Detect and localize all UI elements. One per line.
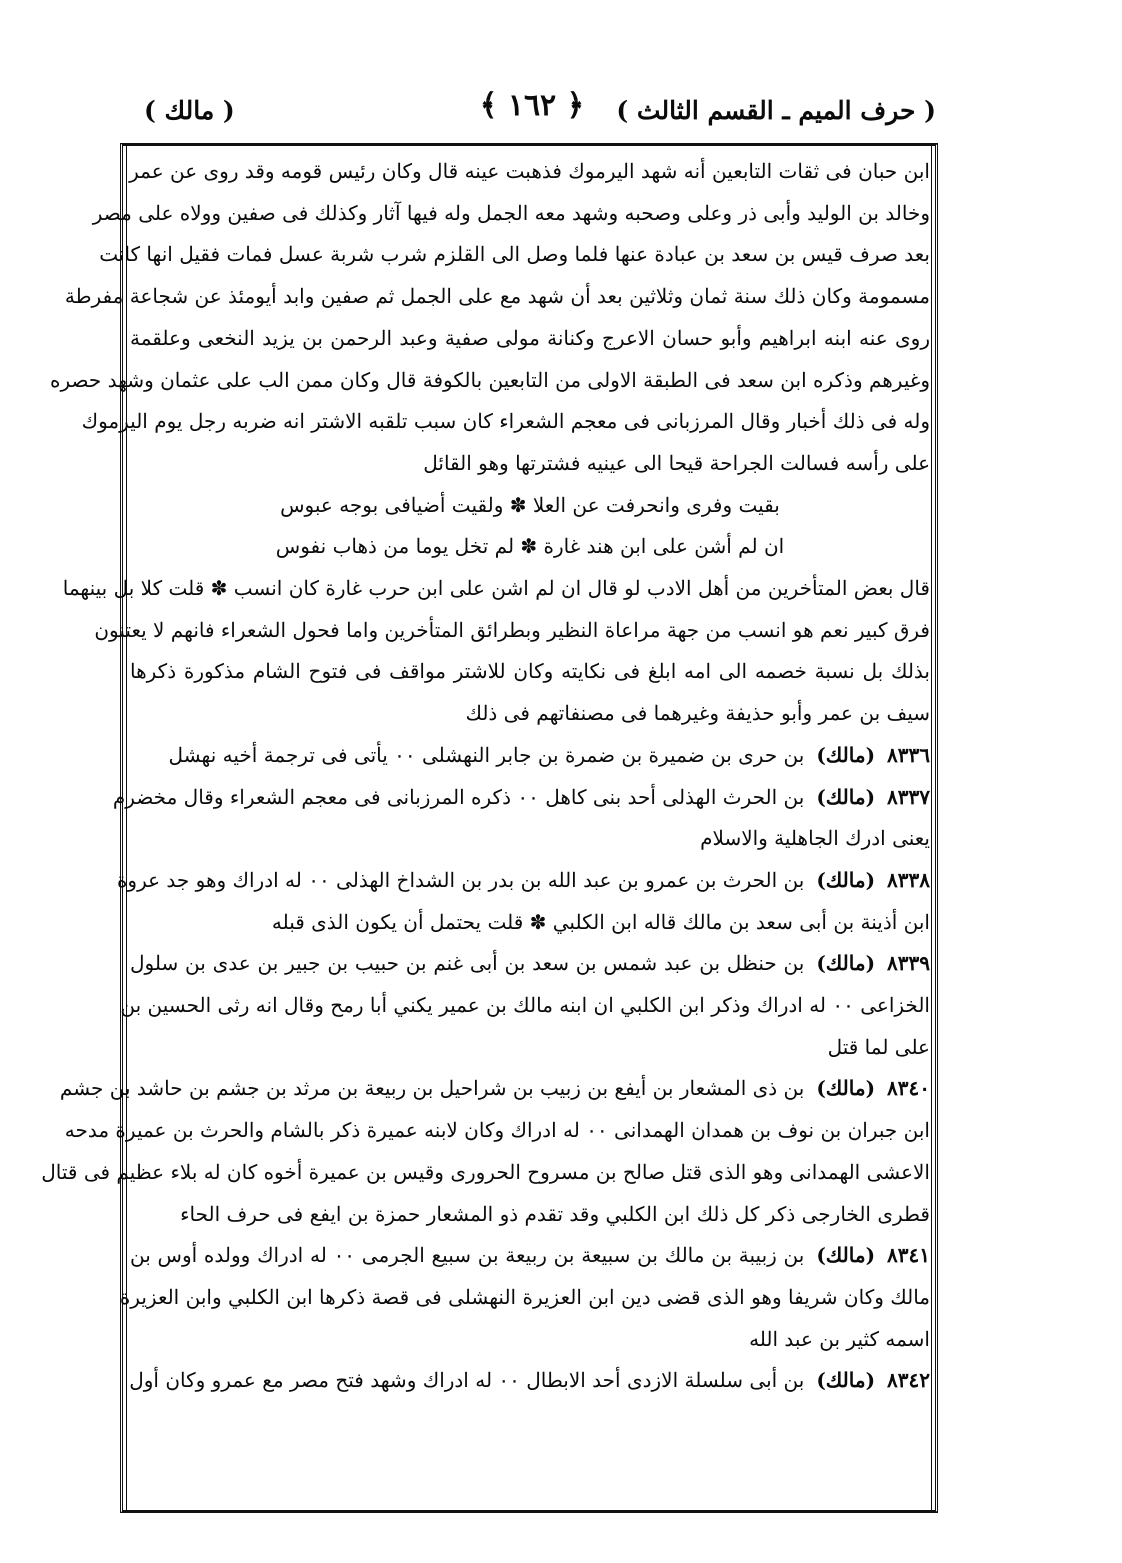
entry-line [130,944,930,982]
text-line [64,1111,930,1149]
entry-name: (مالك) [816,1243,876,1268]
line-text: بن ذى المشعار بن أيفع بن زبيب بن شراحيل بن ربيعة بن مرثد بن جشم بن حاشد بن جشم [59,1076,805,1101]
line-text: بعد صرف قيس بن سعد بن عبادة عنها فلما وصل الى القلزم شرب شربة عسل فمات فقيل انها كانت [99,242,930,267]
entry-name: (مالك) [816,742,876,767]
line-text: مالك وكان شريفا وهو الذى قضى دين ابن العزيرة النهشلى فى قصة ذكرها ابن الكلبي وابن العزيرة [119,1284,930,1309]
text-line [130,1320,930,1358]
line-text: ابن حبان فى ثقات التابعين أنه شهد اليرموك فذهبت عينه قال وكان رئيس قومه وقد روى عن عمر [129,159,930,183]
text-line [64,277,930,315]
text-line [50,361,930,399]
line-text: بن حنظل بن عبد شمس بن سعد بن أبى غنم بن حبيب بن جبير بن عدى بن سلول [130,951,805,976]
entry-name: (مالك) [816,1076,876,1101]
page-number: ﴿ ١٦٢ ﴾ [479,88,585,123]
entry-number: ٨٣٣٩ [887,951,930,976]
page-header [128,88,936,138]
entry-number: ٨٣٣٦ [887,742,930,767]
text-line [130,819,930,857]
line-text: الخزاعى ٠٠ له ادراك وذكر ابن الكلبي ان ابنه مالك بن عمير يكني أبا رمح وقال انه رثى الحسين بن [120,993,930,1017]
text-line [130,903,930,941]
running-entry-title: ( مالك ) [144,96,235,125]
line-text: بن أبى سلسلة الازدى أحد الابطال ٠٠ له ادراك وشهد فتح مصر مع عمرو وكان أول [129,1368,805,1393]
line-text: الاعشى الهمدانى وهو الذى قتل صالح بن مسروح الحرورى وقيس بن عميرة أخوه كان له بلاء عظيم فى قتال [41,1159,930,1184]
line-text: بن زبيبة بن مالك بن سبيعة بن ربيعة بن سبيع الجرمى ٠٠ له ادراك وولده أوس بن [130,1243,805,1268]
line-text: وغيرهم وذكره ابن سعد فى الطبقة الاولى من التابعين بالكوفة قال وكان ممن الب على عثمان وشهد حصره [50,367,930,392]
text-line [94,611,930,649]
entry-line [112,778,930,816]
line-text: يعنى ادرك الجاهلية والاسلام [700,826,930,851]
verse-line [250,527,810,565]
line-text: اسمه كثير بن عبد الله [749,1326,930,1351]
text-line [130,1195,930,1233]
section-title: ( حرف الميم ـ القسم الثالث ) [616,96,936,125]
line-text: وله فى ذلك أخبار وقال المرزبانى فى معجم الشعراء كان سبب تلقبه الاشتر انه ضربه رجل يوم اليرموك [81,409,930,434]
text-line [130,1028,930,1066]
entry-name: (مالك) [816,1368,876,1393]
line-text: ان لم أشن على ابن هند غارة ✽ لم تخل يوما من ذهاب نفوس [275,534,785,559]
entry-line [130,1236,930,1274]
line-text: ابن أذينة بن أبى سعد بن مالك قاله ابن الكلبي ✽ قلت يحتمل أن يكون الذى قبله [271,909,930,934]
text-line [62,569,930,607]
line-text: ابن جبران بن نوف بن همدان الهمدانى ٠٠ له ادراك وكان لابنه عميرة ذكر بالشام والحرث بن عميرة مدحه [64,1118,930,1143]
entry-name: (مالك) [816,867,876,892]
line-text: بذلك بل نسبة خصمه الى امه ابلغ فى نكايته وكان للاشتر مواقف فى فتوح الشام مذكورة ذكرها [130,659,930,684]
text-line [130,444,930,482]
entry-line [130,1361,930,1399]
line-text: مسمومة وكان ذلك سنة ثمان وثلاثين بعد أن شهد مع على الجمل ثم صفين وابد أيومئذ عن شجاعة مفرطة [64,284,930,309]
text-line [92,194,930,232]
line-text: بن الحرث الهذلى أحد بنى كاهل ٠٠ ذكره المرزبانى فى معجم الشعراء وقال مخضرم [112,784,805,809]
line-text: قال بعض المتأخرين من أهل الادب لو قال ان لم اشن على ابن حرب غارة كان انسب ✽ قلت كلا بل بينهما [62,576,930,600]
entry-number: ٨٣٣٧ [887,784,930,809]
line-text: قطرى الخارجى ذكر كل ذلك ابن الكلبي وقد تقدم ذو المشعار حمزة بن ايفع فى حرف الحاء [180,1201,930,1226]
line-text: على لما قتل [827,1034,930,1059]
text-line [130,152,930,190]
text-line [130,319,930,357]
line-text: سيف بن عمر وأبو حذيفة وغيرهما فى مصنفاتهم فى ذلك [465,701,930,726]
verse-line [250,486,810,524]
line-text: على رأسه فسالت الجراحة قيحا الى عينيه فشترتها وهو القائل [423,450,930,475]
entry-name: (مالك) [816,951,876,976]
text-line [99,235,930,273]
line-text: فرق كبير نعم هو انسب من جهة مراعاة النظير وبطرائق المتأخرين واما فحول الشعراء فانهم لا يعتنون [94,617,930,642]
line-text: بن الحرث بن عمرو بن عبد الله بن بدر بن الشداخ الهذلى ٠٠ له ادراك وهو جد عروة [116,867,805,892]
entry-number: ٨٣٣٨ [887,867,930,892]
entry-line [59,1069,930,1107]
text-line [119,1278,930,1316]
entry-number: ٨٣٤١ [887,1243,930,1268]
line-text: بن حرى بن ضميرة بن ضمرة بن جابر النهشلى ٠٠ يأتى فى ترجمة أخيه نهشل [168,742,805,767]
text-line [130,652,930,690]
line-text: بقيت وفرى وانحرفت عن العلا ✽ ولقيت أضيافى بوجه عبوس [280,492,780,517]
text-line [81,402,930,440]
text-line [120,986,930,1024]
entry-number: ٨٣٤٢ [887,1368,930,1393]
entry-line [116,861,930,899]
entry-name: (مالك) [816,784,876,809]
line-text: وخالد بن الوليد وأبى ذر وعلى وصحبه وشهد معه الجمل وله فيها آثار وكذلك فى صفين وولاه على مصر [92,200,930,225]
text-line [41,1153,930,1191]
entry-number: ٨٣٤٠ [887,1076,930,1101]
entry-line [130,736,930,774]
text-line [130,694,930,732]
line-text: روى عنه ابنه ابراهيم وأبو حسان الاعرج وكنانة مولى صفية وعبد الرحمن بن يزيد النخعى وعلقمة [130,325,930,350]
